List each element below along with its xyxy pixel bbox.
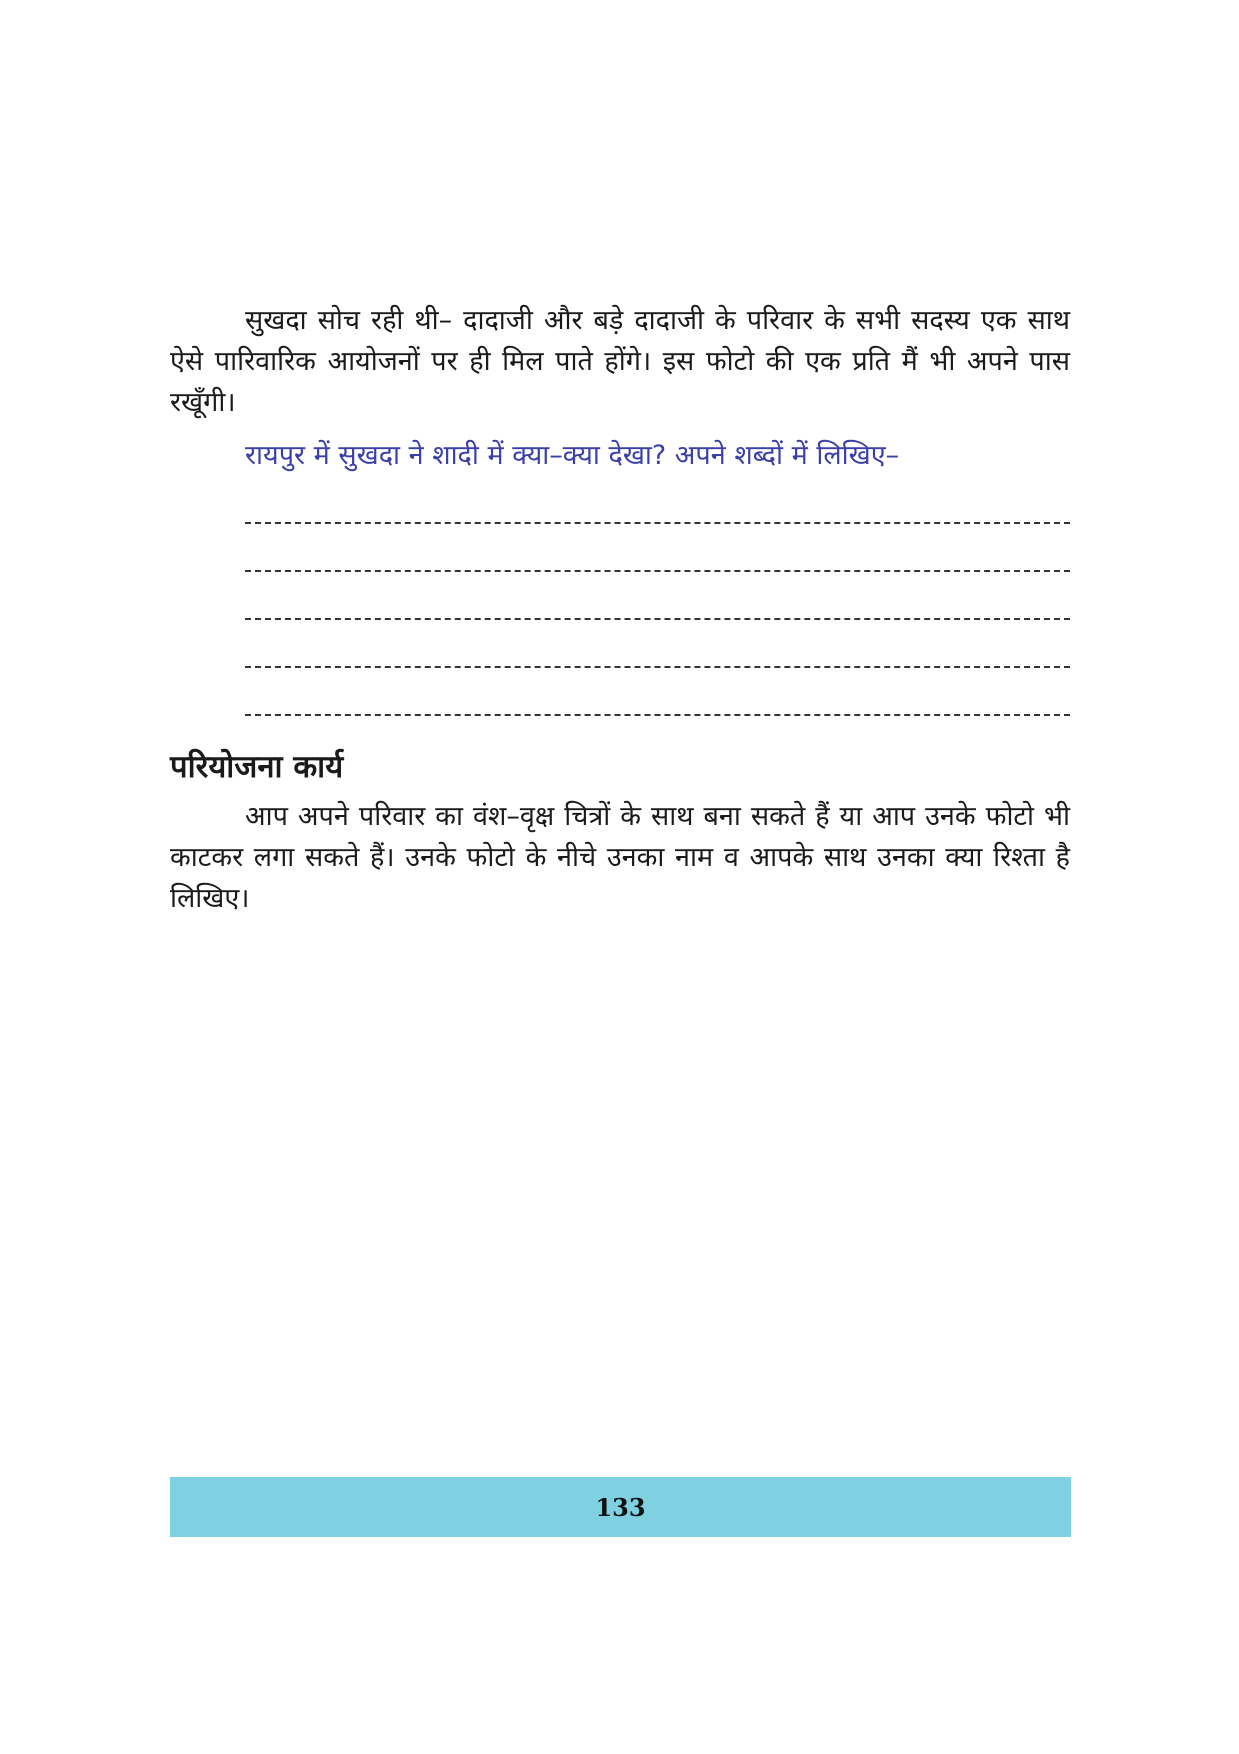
page-number: 133 [595,1492,646,1522]
answer-line[interactable] [245,628,1070,676]
project-paragraph: आप अपने परिवार का वंश–वृक्ष चित्रों के साथ बना सकते हैं या आप उनके फोटो भी काटकर लगा सकते हैं। उनके फोटो के नीचे उनका नाम व आपके साथ उनका क्या रिश्ता है लिखिए। [170,801,1070,914]
story-paragraph: सुखदा सोच रही थी– दादाजी और बड़े दादाजी के परिवार के सभी सदस्य एक साथ ऐसे पारिवारिक आयोजनों पर ही मिल पाते होंगे। इस फोटो की एक प्रति मैं भी अपने पास रखूँगी। [170,305,1070,418]
answer-line[interactable] [245,580,1070,628]
answer-line[interactable] [245,676,1070,724]
answer-line[interactable] [245,532,1070,580]
project-heading: परियोजना कार्य [170,749,344,785]
exercise-question: रायपुर में सुखदा ने शादी में क्या–क्या देखा? अपने शब्दों में लिखिए– [245,440,900,471]
answer-lines [245,484,1070,724]
footer-bar [170,1477,1071,1537]
answer-line[interactable] [245,484,1070,532]
page-content [170,300,1070,919]
